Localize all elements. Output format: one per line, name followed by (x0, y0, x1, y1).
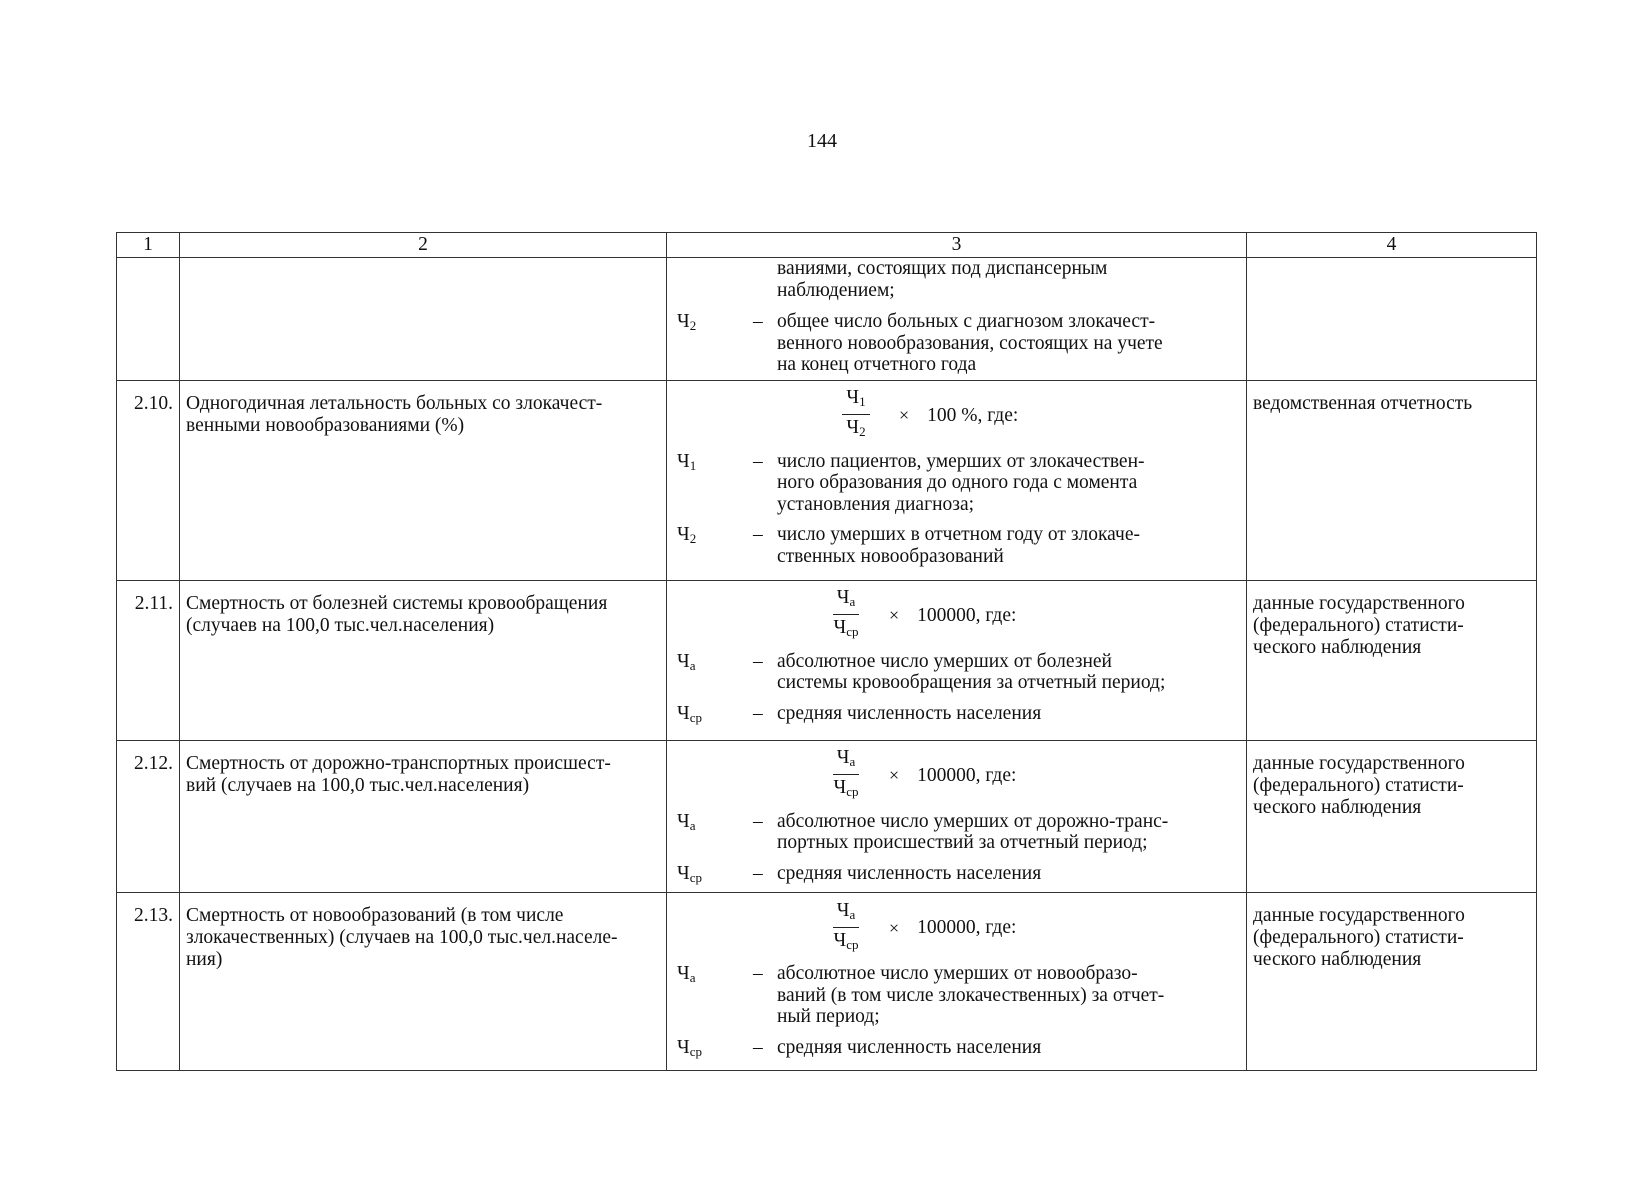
indicator-name: Смертность от дорожно-транспортных происшест- вий (случаев на 100,0 тыс.чел.населения) (180, 740, 667, 893)
row-number: 2.12. (117, 740, 180, 893)
formula-rest: 100000, где: (917, 917, 1017, 938)
def-dash: – (753, 862, 763, 884)
def-symbol: $Ч_1$ (677, 450, 697, 473)
def-dash: – (753, 1036, 763, 1058)
column-1-header: 1 (117, 233, 180, 258)
formula (815, 747, 1240, 805)
indicator-row (117, 893, 1537, 1071)
def-text: средняя численность населения (777, 702, 1042, 724)
multiply-sign: × (889, 765, 900, 785)
fraction (815, 899, 877, 958)
cont-formula-cell (667, 258, 1247, 381)
def-dash: – (753, 963, 763, 984)
indicator-name: Одногодичная летальность больных со злокачест- венными новообразованиями (%) (180, 380, 667, 580)
formula-cell (667, 740, 1247, 893)
fraction-numerator: $Ч_а$ (833, 899, 859, 928)
def-symbol: $Ч_{ср}$ (677, 702, 702, 725)
cont-num-cell (117, 258, 180, 381)
formula (825, 387, 1240, 445)
cont-line: наблюдением; (777, 279, 895, 301)
column-4-header: 4 (1247, 233, 1537, 258)
def-text: число умерших в отчетном году от злокаче- ственных новообразований (777, 524, 1141, 567)
fraction (825, 386, 887, 445)
def-text: средняя численность населения (777, 862, 1042, 884)
formula (815, 899, 1240, 957)
multiply-sign: × (889, 605, 900, 625)
def-text: общее число больных с диагнозом злокачест- венного новообразования, состоящих на учете на конец отчетного года (777, 311, 1163, 375)
data-source: данные государственного (федерального) статисти- ческого наблюдения (1247, 893, 1537, 1071)
def-dash: – (753, 650, 763, 672)
def-dash: – (753, 311, 763, 332)
def-symbol: $Ч_а$ (677, 650, 696, 673)
cont-text (777, 258, 1240, 301)
fraction (815, 586, 877, 645)
def-text: абсолютное число умерших от болезней системы кровообращения за отчетный период; (777, 650, 1166, 693)
fraction (815, 746, 877, 805)
def-text: абсолютное число умерших от новообразо- ваний (в том числе злокачественных) за отчет- ный период; (777, 963, 1165, 1027)
data-source: данные государственного (федерального) статисти- ческого наблюдения (1247, 740, 1537, 893)
def-symbol: $Ч_{ср}$ (677, 862, 702, 885)
formula-rest: 100 %, где: (927, 404, 1019, 426)
def-text: абсолютное число умерших от дорожно-транс- портных происшествий за отчетный период; (777, 810, 1169, 853)
def-dash: – (753, 524, 763, 545)
indicator-name: Смертность от новообразований (в том числе злокачественных) (случаев на 100,0 тыс.чел.населе- ния) (180, 893, 667, 1071)
definitions (675, 811, 1240, 889)
column-3-header: 3 (667, 233, 1247, 258)
data-source: данные государственного (федерального) статисти- ческого наблюдения (1247, 580, 1537, 740)
fraction-denominator: $Ч_2$ (846, 417, 866, 439)
def-symbol: $Ч_{ср}$ (677, 1036, 702, 1059)
def-text: средняя численность населения (777, 1036, 1042, 1058)
def-dash: – (753, 702, 763, 724)
def-symbol: $Ч_2$ (677, 524, 697, 546)
row-number: 2.13. (117, 893, 180, 1071)
fraction-numerator: $Ч_а$ (833, 746, 859, 775)
data-source: ведомственная отчетность (1247, 380, 1537, 580)
column-2-header: 2 (180, 233, 667, 258)
def-symbol: $Ч_2$ (677, 311, 697, 333)
multiply-sign: × (889, 917, 900, 938)
cont-source-cell (1247, 258, 1537, 381)
fraction-numerator: $Ч_а$ (833, 586, 859, 615)
definitions (675, 451, 1240, 568)
indicator-name: Смертность от болезней системы кровообращения (случаев на 100,0 тыс.чел.населения) (180, 580, 667, 740)
fraction-denominator: $Ч_{ср}$ (833, 777, 859, 799)
definitions (675, 651, 1240, 729)
fraction-numerator: $Ч_1$ (842, 386, 869, 415)
fraction-denominator: $Ч_{ср}$ (833, 929, 859, 952)
cont-name-cell (180, 258, 667, 381)
def-symbol: $Ч_а$ (677, 963, 696, 985)
formula (815, 587, 1240, 645)
cont-line: ваниями, состоящих под диспансерным (777, 258, 1108, 279)
formula-cell (667, 580, 1247, 740)
indicator-row (117, 580, 1537, 740)
column-number-row (117, 233, 1537, 258)
continuation-row (117, 258, 1537, 381)
multiply-sign: × (899, 405, 910, 425)
formula-rest: 100000, где: (917, 764, 1017, 786)
page-number: 144 (807, 130, 837, 152)
formula-rest: 100000, где: (917, 604, 1017, 626)
indicator-row (117, 740, 1537, 893)
row-number: 2.11. (117, 580, 180, 740)
def-dash: – (753, 810, 763, 832)
def-dash: – (753, 450, 763, 472)
def-symbol: $Ч_а$ (677, 810, 696, 833)
indicators-table (116, 232, 1537, 1071)
definitions (675, 963, 1240, 1062)
row-number: 2.10. (117, 380, 180, 580)
def-text: число пациентов, умерших от злокачествен- ного образования до одного года с момента установления диагноза; (777, 450, 1145, 515)
indicator-row (117, 380, 1537, 580)
cont-definitions (675, 311, 1240, 376)
formula-cell (667, 380, 1247, 580)
fraction-denominator: $Ч_{ср}$ (833, 617, 859, 639)
formula-cell (667, 893, 1247, 1071)
